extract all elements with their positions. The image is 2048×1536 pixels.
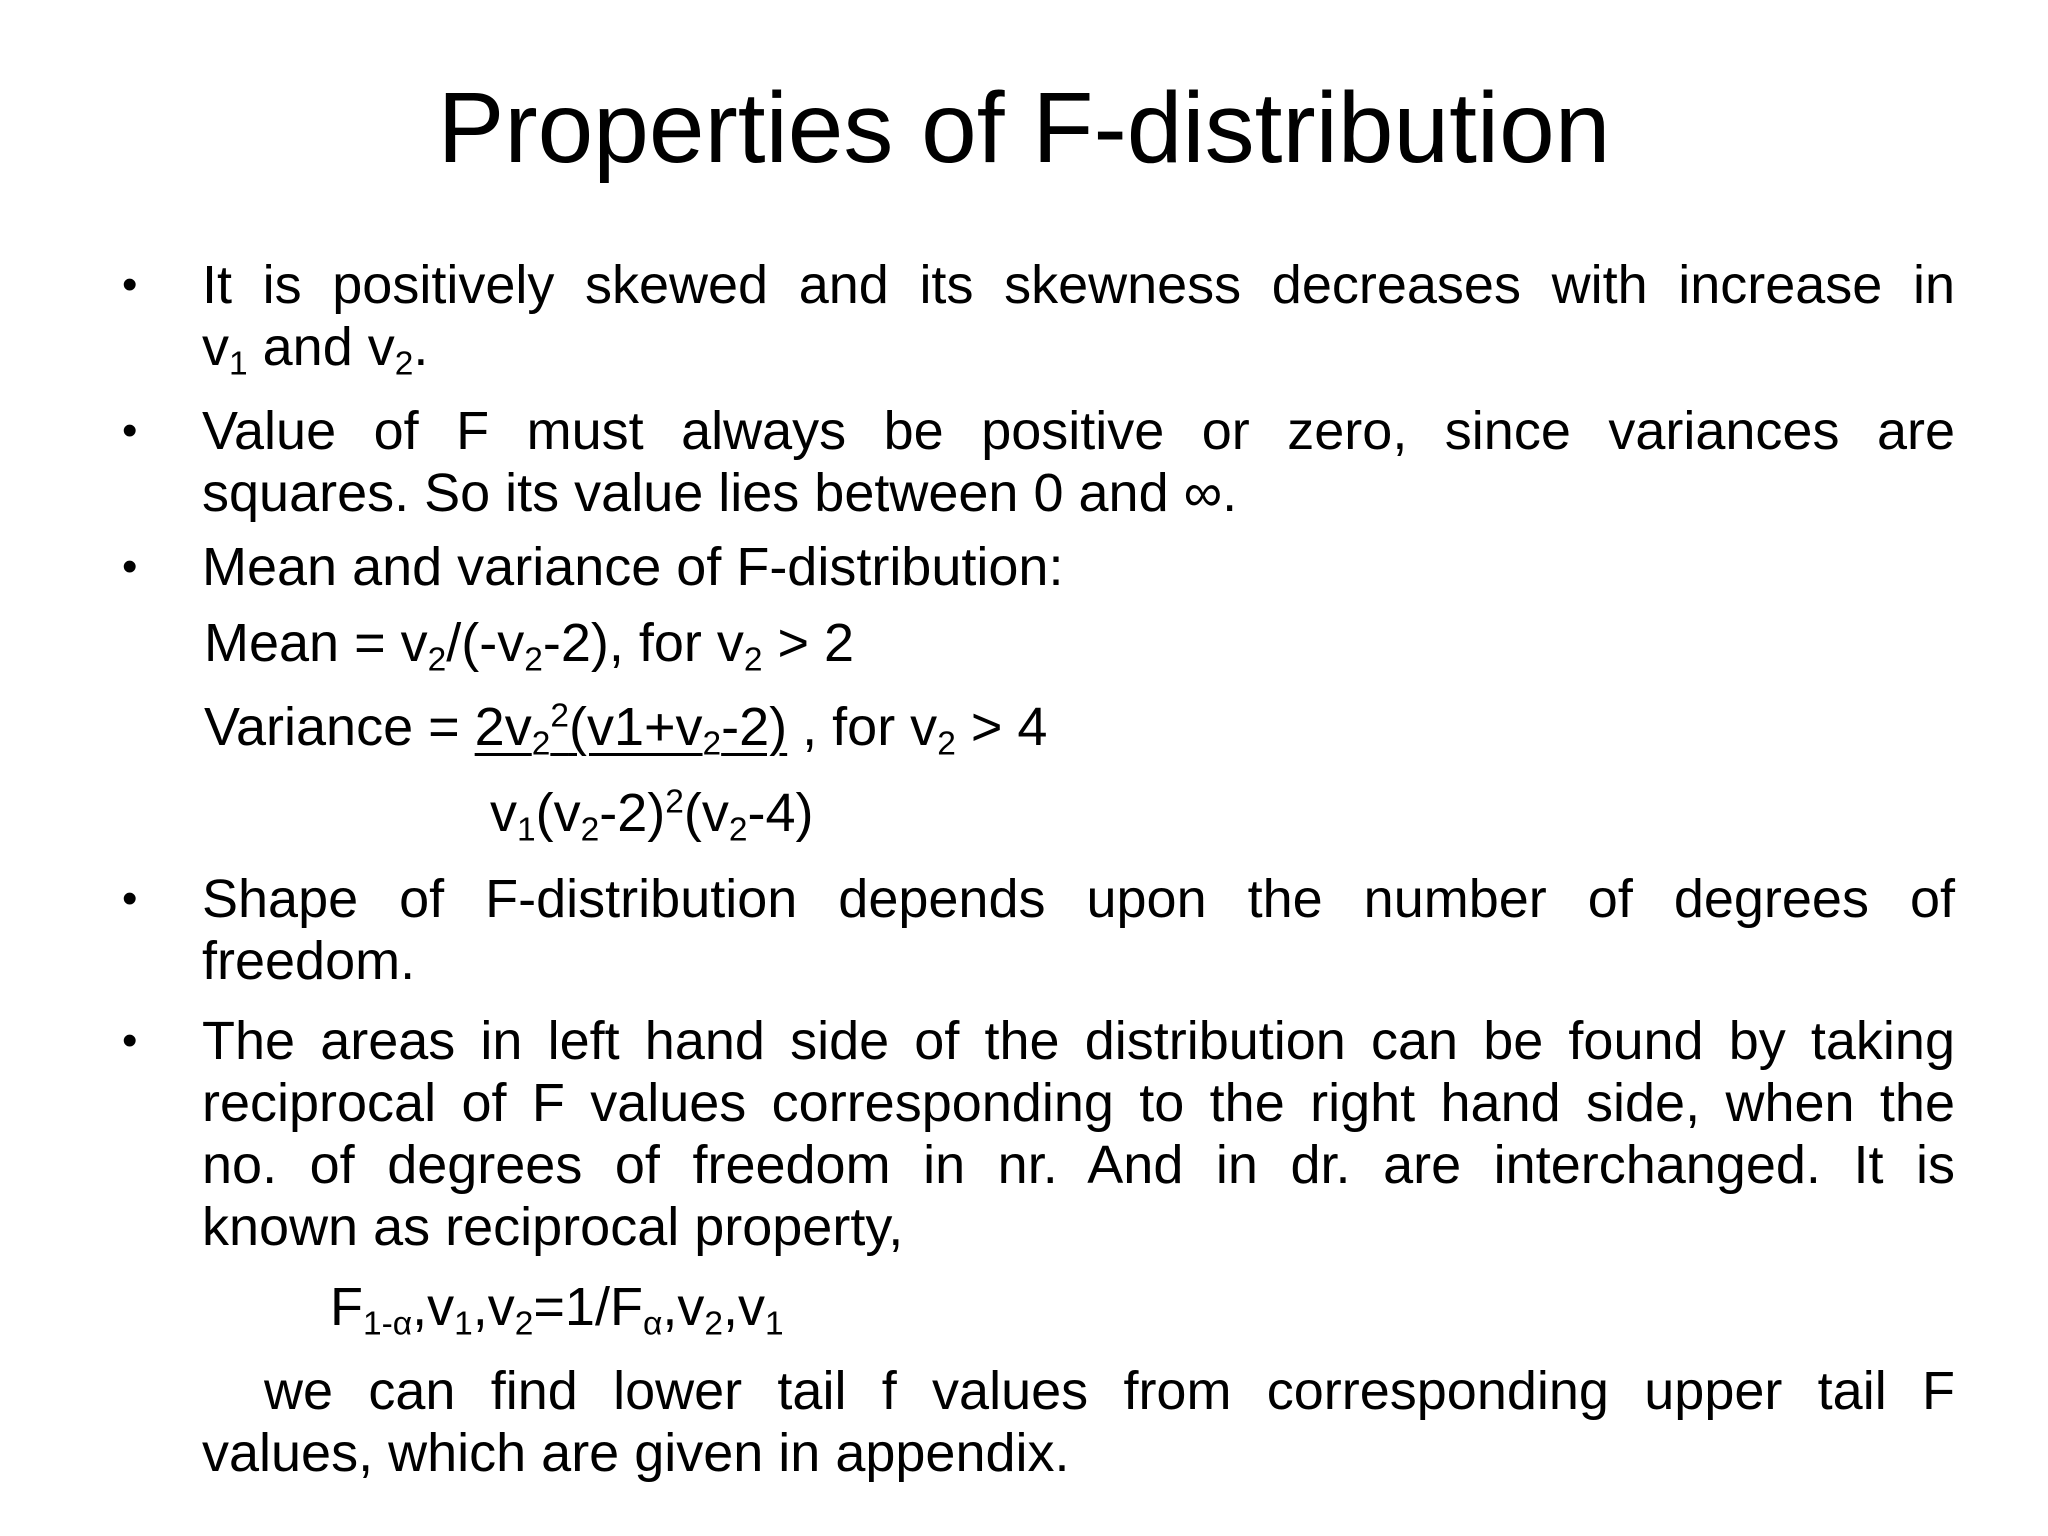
variance-formula: Variance = $2v_2^2(v1+v_2-2)$ , for $v_2 > 4$ <box>204 697 1048 763</box>
bullet-4-line-1: Shape of F-distribution depends upon the number of degrees of <box>202 869 1955 929</box>
bullet-2-line-2: squares. So its value lies between 0 and ∞. <box>202 463 1238 523</box>
bullet-5-marker: • <box>122 1016 138 1065</box>
bullet-5-line-4: known as reciprocal property, <box>202 1197 904 1257</box>
mean-formula: Mean = $v_2/(-v_2-2)$, for $v_2 > 2$ <box>204 613 855 679</box>
reciprocal-formula: $F_{1-\alpha},v_1,v_2=1/F_\alpha,v_2,v_1$ <box>330 1277 784 1343</box>
closing-line-1: we can find lower tail f values from corresponding upper tail F <box>264 1361 1955 1421</box>
slide-title: Properties of F-distribution <box>437 72 1611 184</box>
bullet-1-line-2: $v_1$ and $v_2$. <box>202 317 429 383</box>
bullet-5-line-2: reciprocal of F values corresponding to the right hand side, when the <box>202 1073 1955 1133</box>
bullet-1-marker: • <box>122 260 138 309</box>
bullet-3-marker: • <box>122 542 138 591</box>
variance-denominator: $v_1(v_2-2)^2(v_2-4)$ <box>490 783 814 849</box>
bullet-1-line-1: It is positively skewed and its skewness decreases with increase in <box>202 255 1955 315</box>
bullet-2-marker: • <box>122 406 138 455</box>
bullet-2-line-1: Value of F must always be positive or zero, since variances are <box>202 401 1955 461</box>
bullet-3-line-1: Mean and variance of F-distribution: <box>202 537 1064 597</box>
variance-numerator: $2v_2^2(v1+v_2-2)$ <box>474 697 788 763</box>
bullet-4-line-2: freedom. <box>202 931 416 991</box>
bullet-5-line-3: no. of degrees of freedom in nr. And in dr. are interchanged. It is <box>202 1135 1955 1195</box>
bullet-4-marker: • <box>122 874 138 923</box>
closing-line-2: values, which are given in appendix. <box>202 1423 1070 1483</box>
bullet-5-line-1: The areas in left hand side of the distribution can be found by taking <box>202 1011 1955 1071</box>
